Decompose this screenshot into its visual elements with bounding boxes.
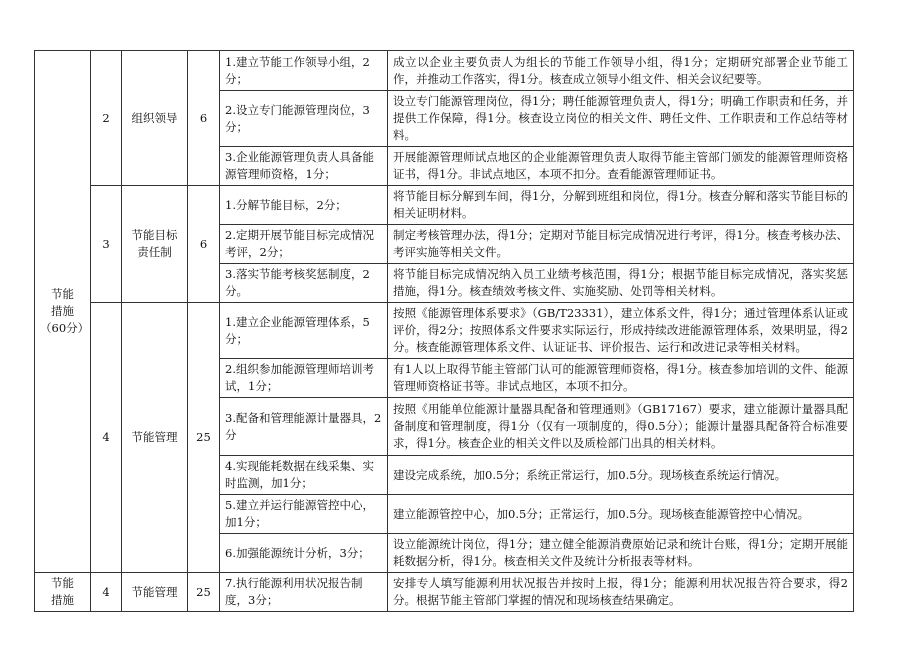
group-number: 4 [91,573,122,612]
item-cell: 3.落实节能考核奖惩制度，2分。 [220,264,388,303]
desc-cell: 有1人以上取得节能主管部门认可的能源管理师资格，得1分。核查参加培训的文件、能源管理师资格证书等。非试点地区，本项不扣分。 [388,359,854,398]
item-cell: 2.组织参加能源管理师培训考试，1分； [220,359,388,398]
group-number: 4 [91,303,122,573]
item-cell: 1.建立企业能源管理体系，5分； [220,303,388,359]
category-cell [35,51,91,573]
desc-cell: 按照《能源管理体系要求》（GB/T23331），建立体系文件，得1分；通过管理体系认证或评价，得2分；按照体系文件要求实际运行，形成持续改进能源管理体系，效果明显，得2分。核查能源管理体系文件、认证证书、评价报告、运行和改进记录等相关材料。 [388,303,854,359]
group-score: 6 [188,51,220,186]
group-name [122,186,188,303]
group-score: 25 [188,303,220,573]
item-cell: 1.建立节能工作领导小组，2分； [220,51,388,91]
item-cell: 3.配备和管理能源计量器具，2分 [220,398,388,456]
table-row [35,186,854,225]
category-label-line2: 措施 [51,304,74,318]
desc-cell: 按照《用能单位能源计量器具配备和管理通则》（GB17167）要求，建立能源计量器具配备制度和管理制度，得1分（仅有一项制度的，得0.5分）；能源计量器具配备符合标准要求，得1分。核查企业的相关文件以及质检部门出具的相关材料。 [388,398,854,456]
group-score: 6 [188,186,220,303]
item-cell: 3.企业能源管理负责人具备能源管理师资格，1分； [220,147,388,186]
item-cell: 5.建立并运行能源管控中心，加1分； [220,495,388,534]
group-number: 3 [91,186,122,303]
group-name-line1: 节能目标 [131,228,178,242]
category-label-line3: （60分） [40,321,90,335]
category-label-line2: 措施 [51,593,74,607]
category-label-line1: 节能 [51,576,74,590]
desc-cell: 将节能目标完成情况纳入员工业绩考核范围，得1分；根据节能目标完成情况，落实奖惩措施，得1分。核查绩效考核文件、实施奖励、处罚等相关材料。 [388,264,854,303]
table-row [35,573,854,612]
item-cell: 1.分解节能目标，2分； [220,186,388,225]
desc-cell: 将节能目标分解到车间，得1分，分解到班组和岗位，得1分。核查分解和落实节能目标的相关证明材料。 [388,186,854,225]
group-name: 节能管理 [122,303,188,573]
desc-cell: 建立能源管控中心，加0.5分；正常运行，加0.5分。现场核查能源管控中心情况。 [388,495,854,534]
desc-cell: 设立能源统计岗位，得1分；建立健全能源消费原始记录和统计台账，得1分；定期开展能耗数据分析，得1分。核查相关文件及统计分析报表等材料。 [388,534,854,573]
desc-cell: 设立专门能源管理岗位，得1分；聘任能源管理负责人，得1分；明确工作职责和任务，并提供工作保障，得1分。核查设立岗位的相关文件、聘任文件、工作职责和工作总结等材料。 [388,91,854,147]
category-label-line1: 节能 [51,287,74,301]
desc-cell: 开展能源管理师试点地区的企业能源管理负责人取得节能主管部门颁发的能源管理师资格证书，得1分。非试点地区，本项不扣分。查看能源管理师证书。 [388,147,854,186]
item-cell: 6.加强能源统计分析，3分； [220,534,388,573]
group-number: 2 [91,51,122,186]
desc-cell: 制定考核管理办法，得1分；定期对节能目标完成情况进行考评，得1分。核查考核办法、考评实施等相关文件。 [388,225,854,264]
group-score: 25 [188,573,220,612]
item-cell: 4.实现能耗数据在线采集、实时监测，加1分； [220,456,388,495]
group-name: 节能管理 [122,573,188,612]
item-cell: 2.设立专门能源管理岗位，3分； [220,91,388,147]
desc-cell: 安排专人填写能源利用状况报告并按时上报，得1分；能源利用状况报告符合要求，得2分。根据节能主管部门掌握的情况和现场核查结果确定。 [388,573,854,612]
group-name: 组织领导 [122,51,188,186]
table-row [35,51,854,91]
item-cell: 2.定期开展节能目标完成情况考评，2分； [220,225,388,264]
evaluation-table [34,50,854,612]
item-cell: 7.执行能源利用状况报告制度，3分； [220,573,388,612]
category-cell [35,573,91,612]
desc-cell: 建设完成系统，加0.5分；系统正常运行，加0.5分。现场核查系统运行情况。 [388,456,854,495]
desc-cell: 成立以企业主要负责人为组长的节能工作领导小组，得1分；定期研究部署企业节能工作，并推动工作落实，得1分。核查成立领导小组文件、相关会议纪要等。 [388,51,854,91]
table-row [35,303,854,359]
group-name-line2: 责任制 [137,245,172,259]
